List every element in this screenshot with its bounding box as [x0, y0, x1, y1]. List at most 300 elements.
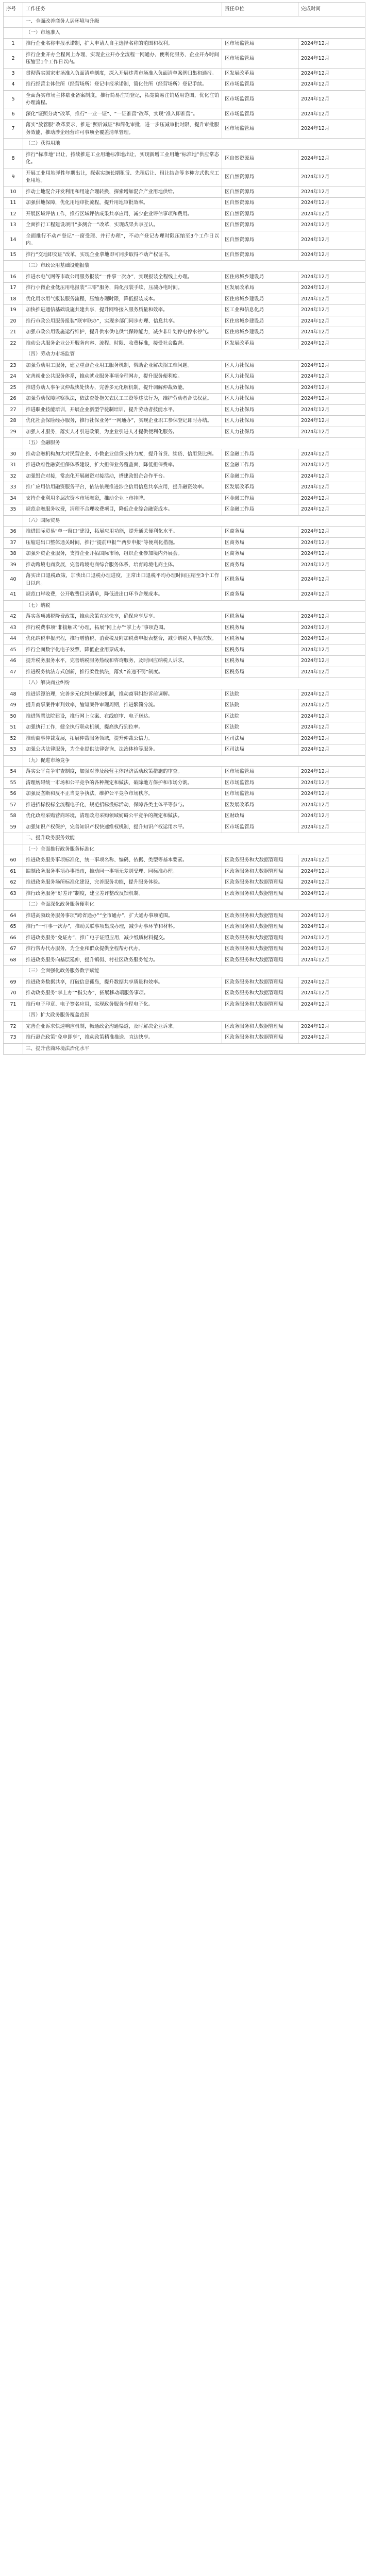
task-table: [3, 2, 365, 1055]
row-time: 2024年12月: [298, 700, 365, 711]
group-spacer: [4, 27, 23, 39]
table-row: [4, 560, 365, 571]
row-time: 2024年12月: [298, 149, 365, 168]
row-unit: 区政务服务和大数据管理局: [222, 1032, 298, 1044]
row-unit: 区发展改革局: [222, 800, 298, 811]
table-row: [4, 777, 365, 789]
group-title: （一）全面推行政务服务标准化: [23, 844, 365, 855]
row-task: 深化“证照分离”改革，推行“一业一证”、“一证准营”改革，实现“准入即准营”。: [23, 109, 222, 120]
row-task: 推进劳动人事争议仲裁快处快办，完善多元化解机制，提升调解仲裁效能。: [23, 382, 222, 394]
row-task: 开展工业用地弹性年期出让，探索实施长期租赁、先租后让、租让结合等多种方式供应工业用地。: [23, 168, 222, 187]
table-row: [4, 527, 365, 538]
row-task: 推进高频政务服务事项“跨省通办”“全市通办”，扩大通办事项范围。: [23, 910, 222, 922]
table-row: [4, 700, 365, 711]
row-task: 优化用水用气报装服务流程，压缩办理时限，降低报装成本。: [23, 294, 222, 305]
row-unit: 区住房城乡建设局: [222, 327, 298, 338]
row-time: 2024年12月: [298, 711, 365, 722]
section-title: 二、提升政务服务效能: [23, 833, 365, 844]
group-spacer: [4, 515, 23, 527]
row-time: 2024年12月: [298, 371, 365, 383]
row-number: 18: [4, 294, 23, 305]
group-title: （七）纳税: [23, 600, 365, 612]
row-number: 32: [4, 471, 23, 482]
row-number: 10: [4, 187, 23, 198]
row-task: 加强供地保障，优化用地审批流程，提升用地审批效率。: [23, 198, 222, 209]
table-row: [4, 977, 365, 988]
row-number: 53: [4, 744, 23, 756]
table-row: [4, 272, 365, 283]
group-title: （九）促进市场竞争: [23, 755, 365, 767]
row-number: 58: [4, 811, 23, 822]
row-unit: 区人力社保局: [222, 427, 298, 438]
row-unit: 区税务局: [222, 571, 298, 589]
row-number: 8: [4, 149, 23, 168]
table-row: [4, 249, 365, 261]
row-unit: 区市场监管局: [222, 109, 298, 120]
row-time: 2024年12月: [298, 68, 365, 79]
row-task: 推行政务服务“好差评”制度，建立差评整改反馈机制。: [23, 888, 222, 900]
row-number: 34: [4, 493, 23, 504]
row-time: 2024年12月: [298, 316, 365, 327]
row-time: 2024年12月: [298, 220, 365, 231]
table-row: [4, 933, 365, 944]
row-time: 2024年12月: [298, 272, 365, 283]
group-spacer: [4, 900, 23, 911]
row-time: 2024年12月: [298, 338, 365, 349]
row-task: 落实各项减税降费政策，推动政策直达快享，确保应享尽享。: [23, 612, 222, 623]
group-spacer: [4, 139, 23, 150]
table-row: [4, 711, 365, 722]
group-title: （一）市场准入: [23, 27, 365, 39]
table-row: [4, 209, 365, 220]
row-task: 完善就业公共服务体系，推动就业服务事项全程网办，提升服务便利度。: [23, 371, 222, 383]
row-unit: 区人力社保局: [222, 404, 298, 416]
row-task: 规范金融服务收费，清理不合理收费项目，降低企业综合融资成本。: [23, 504, 222, 516]
row-number: 73: [4, 1032, 23, 1044]
row-unit: 区司法局: [222, 744, 298, 756]
row-task: 开展区域评估工作，推行区域评估成果共享应用，减少企业评估事项和费用。: [23, 209, 222, 220]
row-time: 2024年12月: [298, 944, 365, 955]
row-number: 9: [4, 168, 23, 187]
row-unit: 区商务局: [222, 527, 298, 538]
group-row: [4, 349, 365, 361]
group-row: [4, 27, 365, 39]
row-task: 推行惠企政策“免申即享”，推动政策精准推送、直达快享。: [23, 1032, 222, 1044]
row-task: 加强执行工作，健全执行联动机制，提高执行到位率。: [23, 722, 222, 734]
row-number: 51: [4, 722, 23, 734]
row-number: 20: [4, 316, 23, 327]
row-task: 推进政务服务“免证办”，推广电子证照应用，减少纸质材料提交。: [23, 933, 222, 944]
row-number: 29: [4, 427, 23, 438]
row-time: 2024年12月: [298, 667, 365, 678]
row-unit: 区自然资源局: [222, 231, 298, 249]
group-spacer: [4, 1010, 23, 1022]
row-time: 2024年12月: [298, 977, 365, 988]
row-number: 57: [4, 800, 23, 811]
group-row: [4, 1010, 365, 1022]
row-task: 全面落实市场主体歇业备案制度，推行简易注销登记，拓宽简易注销适用范围，优化注销办理流程。: [23, 90, 222, 109]
row-unit: 区自然资源局: [222, 168, 298, 187]
table-row: [4, 220, 365, 231]
row-time: 2024年12月: [298, 800, 365, 811]
row-number: 56: [4, 789, 23, 800]
group-row: [4, 900, 365, 911]
row-number: 14: [4, 231, 23, 249]
row-number: 1: [4, 39, 23, 50]
row-unit: 区发展改革局: [222, 482, 298, 494]
row-task: 推行经营主体住所（经营场所）登记申报承诺制，简化住所（经营场所）登记手续。: [23, 79, 222, 91]
row-time: 2024年12月: [298, 109, 365, 120]
group-row: [4, 515, 365, 527]
row-number: 22: [4, 338, 23, 349]
table-row: [4, 305, 365, 316]
row-number: 69: [4, 977, 23, 988]
row-unit: 区政务服务和大数据管理局: [222, 922, 298, 933]
row-number: 27: [4, 404, 23, 416]
row-task: 推进招标投标全流程电子化，规范招标投标活动，保障各类主体平等参与。: [23, 800, 222, 811]
table-row: [4, 120, 365, 139]
section-title: 一、全面改善商务人居环境与升级: [23, 16, 365, 28]
table-row: [4, 471, 365, 482]
row-task: 编制政务服务事项办事指南，推动同一事项无差别受理、同标准办理。: [23, 866, 222, 877]
table-row: [4, 877, 365, 889]
row-unit: 区市场监管局: [222, 120, 298, 139]
group-title: （二）获得用地: [23, 139, 365, 150]
row-unit: 区人力社保局: [222, 360, 298, 371]
row-unit: 区政务服务和大数据管理局: [222, 910, 298, 922]
row-time: 2024年12月: [298, 39, 365, 50]
row-time: 2024年12月: [298, 622, 365, 634]
row-number: 63: [4, 888, 23, 900]
row-number: 17: [4, 283, 23, 294]
row-task: 加强反垄断和反不正当竞争执法，维护公平竞争市场秩序。: [23, 789, 222, 800]
row-time: 2024年12月: [298, 471, 365, 482]
row-number: 31: [4, 460, 23, 471]
row-time: 2024年12月: [298, 79, 365, 91]
row-task: 提升商事案件审判效率，缩短案件审理周期，推进繁简分流。: [23, 700, 222, 711]
table-row: [4, 316, 365, 327]
row-unit: 区市场监管局: [222, 767, 298, 778]
row-task: 优化政府采购营商环境，清理政府采购领域妨碍公平竞争的规定和做法。: [23, 811, 222, 822]
row-unit: 区税务局: [222, 667, 298, 678]
row-unit: 区金融工作局: [222, 493, 298, 504]
row-time: 2024年12月: [298, 744, 365, 756]
row-unit: 区工业和信息化局: [222, 305, 298, 316]
row-unit: 区政务服务和大数据管理局: [222, 1021, 298, 1032]
row-task: 加强知识产权保护，完善知识产权快速维权机制，提升知识产权运用水平。: [23, 822, 222, 833]
row-time: 2024年12月: [298, 482, 365, 494]
row-time: 2024年12月: [298, 168, 365, 187]
row-unit: 区政务服务和大数据管理局: [222, 888, 298, 900]
table-row: [4, 338, 365, 349]
row-task: 清理妨碍统一市场和公平竞争的各种规定和做法，破除地方保护和市场分割。: [23, 777, 222, 789]
row-number: 36: [4, 527, 23, 538]
table-row: [4, 571, 365, 589]
table-row: [4, 910, 365, 922]
row-number: 33: [4, 482, 23, 494]
group-row: [4, 966, 365, 977]
row-unit: 区政务服务和大数据管理局: [222, 977, 298, 988]
row-unit: 区税务局: [222, 612, 298, 623]
row-task: 推行小微企业低压用电报装“三零”服务，简化报装手续，压减办电时间。: [23, 283, 222, 294]
table-row: [4, 283, 365, 294]
group-row: [4, 139, 365, 150]
row-unit: 区财政局: [222, 811, 298, 822]
table-row: [4, 822, 365, 833]
table-row: [4, 449, 365, 460]
row-time: 2024年12月: [298, 504, 365, 516]
table-row: [4, 689, 365, 700]
row-number: 54: [4, 767, 23, 778]
row-time: 2024年12月: [298, 571, 365, 589]
row-time: 2024年12月: [298, 427, 365, 438]
table-row: [4, 90, 365, 109]
row-number: 5: [4, 90, 23, 109]
header-no: 序号: [4, 3, 23, 16]
row-number: 64: [4, 910, 23, 922]
row-time: 2024年12月: [298, 449, 365, 460]
row-task: 推进职业技能培训，开展企业新型学徒制培训，提升劳动者技能水平。: [23, 404, 222, 416]
table-row: [4, 866, 365, 877]
row-task: 落实公平竞争审查制度，加强对涉及经营主体经济活动政策措施的审查。: [23, 767, 222, 778]
row-task: 加强银企对接，常态化开展融资对接活动，搭建政银企合作平台。: [23, 471, 222, 482]
table-body: [4, 16, 365, 1055]
table-row: [4, 394, 365, 405]
table-row: [4, 744, 365, 756]
table-row: [4, 327, 365, 338]
group-title: （五）金融服务: [23, 438, 365, 449]
row-unit: 区金融工作局: [222, 460, 298, 471]
row-time: 2024年12月: [298, 877, 365, 889]
row-time: 2024年12月: [298, 198, 365, 209]
row-task: 提升税务服务水平，完善纳税服务热线和咨询服务，及时回应纳税人诉求。: [23, 656, 222, 667]
row-number: 72: [4, 1021, 23, 1032]
row-time: 2024年12月: [298, 120, 365, 139]
row-number: 44: [4, 634, 23, 645]
row-time: 2024年12月: [298, 394, 365, 405]
table-row: [4, 109, 365, 120]
section-spacer: [4, 1043, 23, 1055]
row-task: 优化纳税申报流程，推行增值税、消费税及附加税费申报表整合，减少纳税人申报次数。: [23, 634, 222, 645]
row-time: 2024年12月: [298, 187, 365, 198]
row-number: 7: [4, 120, 23, 139]
table-row: [4, 722, 365, 734]
row-number: 67: [4, 944, 23, 955]
row-unit: 区人力社保局: [222, 371, 298, 383]
table-row: [4, 622, 365, 634]
table-row: [4, 944, 365, 955]
table-row: [4, 49, 365, 68]
row-number: 71: [4, 999, 23, 1010]
row-time: 2024年12月: [298, 689, 365, 700]
group-row: [4, 844, 365, 855]
row-unit: 区税务局: [222, 645, 298, 656]
table-row: [4, 1032, 365, 1044]
table-row: [4, 382, 365, 394]
row-task: 加强市政公用设施运行维护，提升供水供电供气保障能力，减少非计划停电停水停气。: [23, 327, 222, 338]
row-number: 66: [4, 933, 23, 944]
table-row: [4, 888, 365, 900]
table-row: [4, 645, 365, 656]
row-number: 68: [4, 955, 23, 966]
row-unit: 区税务局: [222, 634, 298, 645]
row-unit: 区自然资源局: [222, 249, 298, 261]
row-unit: 区自然资源局: [222, 149, 298, 168]
table-row: [4, 187, 365, 198]
group-spacer: [4, 966, 23, 977]
task-document: [3, 2, 365, 1055]
row-time: 2024年12月: [298, 910, 365, 922]
row-unit: 区税务局: [222, 622, 298, 634]
row-task: 加强人才服务，落实人才引进政策，为企业引进人才提供便利化服务。: [23, 427, 222, 438]
row-task: 推行“交地即交证”改革，实现企业拿地即可同步取得不动产权证书。: [23, 249, 222, 261]
row-time: 2024年12月: [298, 1032, 365, 1044]
row-task: 推行电子印章、电子签名应用，实现政务服务全程电子化。: [23, 999, 222, 1010]
table-row: [4, 537, 365, 549]
row-unit: 区金融工作局: [222, 504, 298, 516]
group-spacer: [4, 844, 23, 855]
group-title: （二）全面深化政务服务便利化: [23, 900, 365, 911]
row-number: 37: [4, 537, 23, 549]
row-unit: 区发展改革局: [222, 68, 298, 79]
row-unit: 区市场监管局: [222, 49, 298, 68]
row-task: 推行企业名称申报承诺制，扩大申请人自主选择名称的范围和权利。: [23, 39, 222, 50]
row-time: 2024年12月: [298, 634, 365, 645]
row-task: 推行帮办代办服务，为企业和群众提供全程帮办代办。: [23, 944, 222, 955]
row-unit: 区法院: [222, 711, 298, 722]
row-task: 加强劳动保障监察执法，依法查处拖欠农民工工资等违法行为，维护劳动者合法权益。: [23, 394, 222, 405]
row-unit: 区政务服务和大数据管理局: [222, 988, 298, 999]
row-number: 70: [4, 988, 23, 999]
table-row: [4, 482, 365, 494]
section-spacer: [4, 16, 23, 28]
row-unit: 区市场监管局: [222, 79, 298, 91]
header-time: 完成时间: [298, 3, 365, 16]
row-task: 加强劳动用工服务，建立重点企业用工服务机制，帮助企业解决招工难问题。: [23, 360, 222, 371]
row-number: 13: [4, 220, 23, 231]
row-task: 推行企业开办全程网上办理，实现企业开办全流程一网通办，便利化服务，企业开办时间压缩至1个工作日以内。: [23, 49, 222, 68]
row-task: 推进诉源治理，完善多元化纠纷解决机制，推动商事纠纷诉前调解。: [23, 689, 222, 700]
row-unit: 区商务局: [222, 549, 298, 560]
table-row: [4, 404, 365, 416]
row-time: 2024年12月: [298, 822, 365, 833]
row-task: 推动商事仲裁发展，拓展仲裁服务领域，提升仲裁公信力。: [23, 733, 222, 744]
row-time: 2024年12月: [298, 560, 365, 571]
row-number: 28: [4, 416, 23, 427]
row-number: 3: [4, 68, 23, 79]
row-unit: 区自然资源局: [222, 187, 298, 198]
row-unit: 区政务服务和大数据管理局: [222, 855, 298, 867]
row-time: 2024年12月: [298, 327, 365, 338]
row-task: 推广应用信用融资服务平台，依法依规推进涉企信用信息共享应用，提升融资效率。: [23, 482, 222, 494]
header-task: 工作任务: [23, 3, 222, 16]
row-task: 推行全面数字化电子发票，降低企业用票成本。: [23, 645, 222, 656]
row-unit: 区人力社保局: [222, 416, 298, 427]
table-row: [4, 800, 365, 811]
row-time: 2024年12月: [298, 855, 365, 867]
group-title: （三）全面强化政务服务数字赋能: [23, 966, 365, 977]
row-unit: 区市场监管局: [222, 822, 298, 833]
row-unit: 区市场监管局: [222, 789, 298, 800]
table-row: [4, 68, 365, 79]
section-row: [4, 16, 365, 28]
group-title: （三）市政公用基础设施报装: [23, 261, 365, 272]
table-row: [4, 955, 365, 966]
table-row: [4, 612, 365, 623]
row-number: 11: [4, 198, 23, 209]
table-row: [4, 416, 365, 427]
row-time: 2024年12月: [298, 922, 365, 933]
row-time: 2024年12月: [298, 90, 365, 109]
row-time: 2024年12月: [298, 493, 365, 504]
table-row: [4, 168, 365, 187]
row-number: 15: [4, 249, 23, 261]
row-unit: 区法院: [222, 722, 298, 734]
group-row: [4, 678, 365, 689]
row-unit: 区法院: [222, 689, 298, 700]
table-row: [4, 811, 365, 822]
row-task: 完善企业诉求快速响应机制，畅通政企沟通渠道，及时解决企业诉求。: [23, 1021, 222, 1032]
table-row: [4, 667, 365, 678]
group-row: [4, 438, 365, 449]
section-title: 三、提升营商环境法治化水平: [23, 1043, 365, 1055]
row-time: 2024年12月: [298, 888, 365, 900]
row-task: 推动政务服务“掌上办”“指尖办”，拓展移动端服务事项。: [23, 988, 222, 999]
row-time: 2024年12月: [298, 767, 365, 778]
row-number: 50: [4, 711, 23, 722]
row-time: 2024年12月: [298, 527, 365, 538]
row-task: 推动土地混合开发利用和用途合理转换，探索增加混合产业用地供给。: [23, 187, 222, 198]
row-time: 2024年12月: [298, 722, 365, 734]
row-number: 38: [4, 549, 23, 560]
group-title: （四）劳动力市场监管: [23, 349, 365, 361]
row-task: 推行税费事项“非接触式”办理，拓展“网上办”“掌上办”事项范围。: [23, 622, 222, 634]
table-row: [4, 999, 365, 1010]
row-number: 48: [4, 689, 23, 700]
section-row: [4, 1043, 365, 1055]
group-spacer: [4, 755, 23, 767]
table-header-row: [4, 3, 365, 16]
table-row: [4, 198, 365, 209]
row-task: 落实“放管服”改革要求，推进“照后减证”和简化审批，进一步压减审批时限，提升审批服务效能，推动涉企经营许可事项全覆盖清单管理。: [23, 120, 222, 139]
row-unit: 区政务服务和大数据管理局: [222, 955, 298, 966]
row-unit: 区住房城乡建设局: [222, 294, 298, 305]
table-row: [4, 149, 365, 168]
row-number: 39: [4, 560, 23, 571]
row-number: 59: [4, 822, 23, 833]
row-unit: 区金融工作局: [222, 449, 298, 460]
row-task: 落实出口退税政策，加快出口退税办理进度，正常出口退税平均办理时间压缩至3个工作日以内。: [23, 571, 222, 589]
row-task: 优化社会保险经办服务，推行社保业务“一网通办”，实现企业职工参保登记即时办结。: [23, 416, 222, 427]
row-unit: 区政务服务和大数据管理局: [222, 877, 298, 889]
row-time: 2024年12月: [298, 589, 365, 601]
table-row: [4, 656, 365, 667]
row-unit: 区商务局: [222, 589, 298, 601]
table-row: [4, 1021, 365, 1032]
row-task: 推进政府性融资担保体系建设，扩大担保业务覆盖面，降低担保费率。: [23, 460, 222, 471]
table-row: [4, 855, 365, 867]
row-task: 推动公共服务企业公开服务内容、流程、时限、收费标准，接受社会监督。: [23, 338, 222, 349]
row-task: 推进水电气网等市政公用服务报装“一件事一次办”，实现报装全程线上办理。: [23, 272, 222, 283]
row-unit: 区司法局: [222, 733, 298, 744]
row-unit: 区税务局: [222, 656, 298, 667]
group-title: （八）解决商业纠纷: [23, 678, 365, 689]
row-unit: 区政务服务和大数据管理局: [222, 944, 298, 955]
row-unit: 区自然资源局: [222, 198, 298, 209]
row-time: 2024年12月: [298, 789, 365, 800]
table-row: [4, 460, 365, 471]
row-number: 60: [4, 855, 23, 867]
